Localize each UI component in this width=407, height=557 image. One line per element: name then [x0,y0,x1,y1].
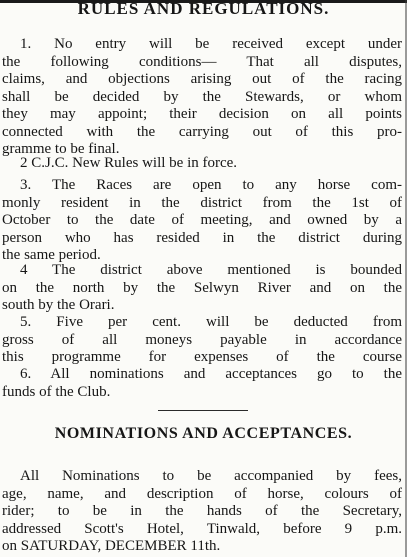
nominations-line: addressed Scott's Hotel, Tinwald, before 9 p.m. [2,520,402,537]
rule-1-line: gramme to be final. [2,141,120,157]
rule-6-paragraph [2,366,402,401]
rule-1-line: they may appoint; their decision on all points [2,106,402,122]
rule-1-paragraph [2,36,402,159]
rule-1-line: claims, and objections arising out of the racing [2,71,402,87]
rule-5-paragraph [2,314,402,367]
rule-3-line: 3. The Races are open to any horse com- [20,177,402,193]
rule-3-paragraph [2,177,402,265]
nominations-heading: NOMINATIONS AND ACCEPTANCES. [54,425,353,442]
rule-4-line: 4 The district above mentioned is bounded [20,262,402,278]
nominations-line: on SATURDAY, DECEMBER 11th. [2,538,221,554]
nominations-line: age, name, and description of horse, colours of [2,485,402,502]
rule-5-line: this programme for expenses of the course [2,349,402,365]
rule-1-line: the following conditions— That all disputes, [2,53,402,70]
rules-heading: RULES AND REGULATIONS. [77,0,330,18]
rule-5-line: gross of all moneys payable in accordance [2,331,402,348]
nominations-paragraph [2,468,402,556]
rule-3-line: monly resident in the district from the 1st of [2,194,402,211]
nominations-line: All Nominations to be accompanied by fees, [20,468,402,484]
rule-2-line: 2 C.J.C. New Rules will be in force. [20,155,238,171]
rule-1-line: 1. No entry will be received except under [20,36,402,52]
rule-3-line: October to the date of meeting, and owned by a [2,212,402,228]
rule-3-line: person who has resided in the district during [2,229,402,246]
rule-4-paragraph [2,262,402,315]
rule-5-line: 5. Five per cent. will be deducted from [20,314,402,330]
rule-1-line: shall be decided by the Stewards, or whom [2,88,402,105]
rule-4-line: south by the Orari. [2,297,115,313]
rule-6-line: 6. All nominations and acceptances go to the [20,366,402,382]
rule-1-line: connected with the carrying out of this pro- [2,123,402,140]
rule-6-line: funds of the Club. [2,383,111,400]
section-divider [158,410,248,411]
rule-3-line: the same period. [2,247,101,263]
nominations-line: rider; to be in the hands of the Secretary, [2,503,402,519]
rule-2-paragraph [2,155,402,173]
rule-4-line: on the north by the Selwyn River and on the [2,279,402,296]
